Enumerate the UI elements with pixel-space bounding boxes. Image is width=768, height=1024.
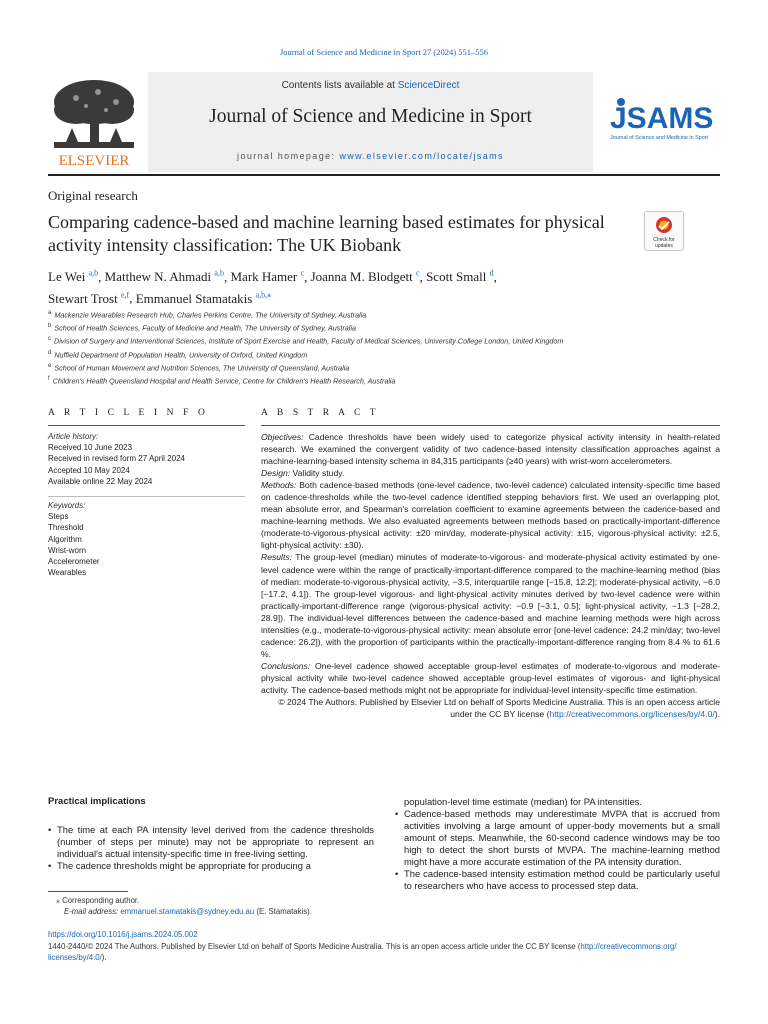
journal-homepage-line <box>148 151 593 161</box>
check-for-updates-button[interactable] <box>644 211 684 251</box>
affiliations <box>48 308 728 387</box>
article-info <box>48 431 245 578</box>
abstract-copyright: © 2024 The Authors. Published by Elsevier Ltd on behalf of Sports Medicine Australia. This is an open access article under the CC BY license (http://creativecommons.org/licenses/by/4.0/). <box>278 697 720 720</box>
abstract-results: Results: The group-level (median) minutes of moderate-to-vigorous- and moderate-physical activity estimated by one-level cadence were within the range of practically-important-difference compared to the machine-learning method (bias of median: moderate-to-vigorous-physical activity, −3.5, interquartile range [−15.8, 12.2]; moderate-physical activity, −6.0 [−17.2, 4.1]). The group-level vigorous- and light-physical activity minutes derived by two-level cadence were within practically-important-difference range (vigorous-physical activity: −0.9 [−3.1, 0.5]; light-physical activity, −1.3 [−28.2, 28.9]). The individual-level differences between the cadence-based and machine learning methods were high across intensities (e.g., moderate-to-vigorous-physical activity: mean absolute error [one-level cadence: 24.2 min/day; two-level cadence: 26.2]), with the proportion of participants within the practically-important-difference ranging from 8.4 % to 61.6 %. <box>261 552 720 659</box>
email-label: E-mail address: <box>64 907 121 916</box>
abstract-conclusions: Conclusions: One-level cadence showed acceptable group-level estimates of moderate-to-vigorous and moderate-physical activity while two-level cadence showed acceptable group-level estimates of vigorous- and light-physical activity. The cadence-based methods might not be appropriate for individual-level intensity-specific time estimation. <box>261 660 721 695</box>
abstract-divider <box>261 425 720 426</box>
doi-link[interactable]: https://doi.org/10.1016/j.jsams.2024.05.002 <box>48 930 198 939</box>
article-info-heading: A R T I C L E I N F O <box>48 408 209 418</box>
svg-text:JSAMS: JSAMS <box>610 102 714 135</box>
author-email-link[interactable]: emmanuel.stamatakis@sydney.edu.au <box>120 907 255 916</box>
abstract-heading: A B S T R A C T <box>261 408 380 418</box>
affiliation: $^c$ Division of Surgery and Interventional Sciences, Institute of Sport Exercise and Health, Faculty of Medical Sciences, University College London, United Kingdom <box>48 336 564 346</box>
author[interactable]: Mark Hamer $^c$ <box>230 269 305 285</box>
keyword: Threshold <box>48 523 84 533</box>
svg-text:updates: updates <box>655 243 673 249</box>
author[interactable]: Scott Small $^d$ <box>426 269 494 285</box>
abstract-design: Design: Validity study. <box>261 468 345 479</box>
list-item: • The cadence-based intensity estimation method could be particularly useful to researchers who have access to processed step data. <box>395 868 720 892</box>
author[interactable]: Stewart Trost $^{e,f}$ <box>48 290 130 306</box>
abstract-body <box>261 431 720 720</box>
article-type: Original research <box>48 188 138 203</box>
affiliation: $^e$ School of Human Movement and Nutrition Sciences, The University of Queensland, Australia <box>48 362 350 373</box>
list-item: • The time at each PA intensity level derived from the cadence thresholds (number of steps per minute) may not be appropriate to represent an individual's actual intensity-specific time in free-living setting. <box>48 824 374 860</box>
homepage-prefix: journal homepage: <box>237 151 340 161</box>
history-item: Accepted 10 May 2024 <box>48 465 130 475</box>
elsevier-tree-icon <box>46 76 142 168</box>
masthead-divider <box>48 174 720 176</box>
keyword: Wearables <box>48 568 87 578</box>
article-info-divider <box>48 425 245 426</box>
practical-bullets-left <box>48 824 374 872</box>
history-item: Available online 22 May 2024 <box>48 476 153 486</box>
issn-copyright: 1440-2440/© 2024 The Authors. Published by Elsevier Ltd on behalf of Sports Medicine Australia. This is an open access article under the CC BY license (http://creativecommons.org/ licenses/by/4.0/). <box>48 941 677 962</box>
keyword: Algorithm <box>48 534 82 544</box>
author[interactable]: Le Wei $^{a,b}$ <box>48 269 99 285</box>
author[interactable]: Joanna M. Blodgett $^c$ <box>310 269 420 285</box>
article-title: Comparing cadence-based and machine learning based estimates for physical activity intensity classification: The UK Biobank <box>48 212 605 255</box>
author[interactable]: Emmanuel Stamatakis $^{a,b,⁎}$ <box>135 290 272 306</box>
check-updates-icon <box>645 212 683 250</box>
history-item: Received 10 June 2023 <box>48 443 133 453</box>
keywords-divider <box>48 496 245 497</box>
author-list: Le Wei $^{a,b}$, Matthew N. Ahmadi $^{a,b}$, Mark Hamer $^c$, Joanna M. Blodgett $^c$, Scott Small $^d$, Stewart Trost $^{e,f}$, Emmanuel Stamatakis $^{a,b,⁎}$ <box>48 269 497 306</box>
affiliation: $^b$ School of Health Sciences, Faculty of Medicine and Health, The University of Sydney, Australia <box>48 323 356 333</box>
abstract-methods: Methods: Both cadence-based methods (one-level cadence, two-level cadence) calculated intensity-specific time based on cadence-thresholds while the two-level cadence identified stepping behaviors first. We used an overlapping plot, mean absolute error, and Spearman's correlation coefficient to examine agreements between the cadence-based and machine-learning methods. We also evaluated agreements between methods based on practically-important-difference (moderate-to-vigorous-physical activity: ±20 min/day, moderate-physical activity: ±15, vigorous-physical activity: ±2.5, light-physical activity: ±30). <box>261 480 720 551</box>
journal-citation[interactable]: Journal of Science and Medicine in Sport 27 (2024) 551–556 <box>280 47 488 57</box>
list-item: • Cadence-based methods may underestimate MVPA that is accrued from activities involving a large amount of upper-body movements but a small amount of steps. Meanwhile, the 60-second cadence windows may be too high to detect the short bursts of MVPA. The machine-learning method might have a more accurate estimation of the PA intensity duration. <box>395 808 720 868</box>
footer-license-link[interactable]: http://creativecommons.org/ <box>580 941 677 951</box>
practical-bullets-right <box>395 796 720 892</box>
cc-license-link[interactable]: http://creativecommons.org/licenses/by/4.0/ <box>549 709 715 720</box>
keyword: Wrist-worn <box>48 545 87 555</box>
footnote-divider <box>48 891 128 892</box>
list-item: • The cadence thresholds might be appropriate for producing a <box>48 860 311 872</box>
history-item: Received in revised form 27 April 2024 <box>48 454 185 464</box>
jsams-logo-icon <box>608 96 720 144</box>
sciencedirect-link[interactable]: ScienceDirect <box>397 80 460 91</box>
keyword: Steps <box>48 512 69 522</box>
keywords-label: Keywords: <box>48 501 86 510</box>
keyword: Accelerometer <box>48 557 100 567</box>
practical-implications-heading: Practical implications <box>48 796 146 807</box>
footnote-mark: ⁎ <box>56 896 60 905</box>
elsevier-logo <box>46 76 142 168</box>
abstract-objectives: Objectives: Cadence thresholds have been widely used to categorize physical activity intensity in health-related research. We examined the convergent validity of two cadence-based intensity classification approaches against a machine-learning-based intensity schema in 84,315 participants (≥40 years) with wrist-worn accelerometers. <box>261 432 721 467</box>
affiliation: $^a$ Mackenzie Wearables Research Hub, Charles Perkins Centre, The University of Sydney, Australia <box>48 310 367 320</box>
author[interactable]: Matthew N. Ahmadi $^{a,b}$ <box>104 269 224 285</box>
svg-text:Check for: Check for <box>653 237 675 243</box>
elsevier-wordmark: ELSEVIER <box>58 153 130 168</box>
corresponding-author-label: Corresponding author. <box>62 896 140 905</box>
homepage-link[interactable]: www.elsevier.com/locate/jsams <box>339 151 504 161</box>
contents-prefix: Contents lists available at <box>281 80 398 91</box>
journal-title: Journal of Science and Medicine in Sport <box>209 106 532 127</box>
page-footer <box>48 929 720 964</box>
footer-license-link-cont[interactable]: licenses/by/4.0/ <box>48 953 102 962</box>
correspondence-note: ⁎ Corresponding author. E-mail address: emmanuel.stamatakis@sydney.edu.au (E. Stamatakis). <box>56 896 312 916</box>
affiliation: $^d$ Nuffield Department of Population Health, University of Oxford, United Kingdom <box>48 349 308 359</box>
contents-line <box>148 80 593 91</box>
keywords <box>48 500 100 578</box>
svg-text:Journal of Science and Medicin: Journal of Science and Medicine in Sport <box>610 135 708 141</box>
history-label: Article history: <box>48 432 99 441</box>
jsams-logo <box>608 96 720 144</box>
affiliation: $^f$ Children's Health Queensland Hospital and Health Service, Centre for Children's Health Research, Australia <box>48 375 396 386</box>
list-item-continuation: population-level time estimate (median) for PA intensities. <box>404 796 642 807</box>
